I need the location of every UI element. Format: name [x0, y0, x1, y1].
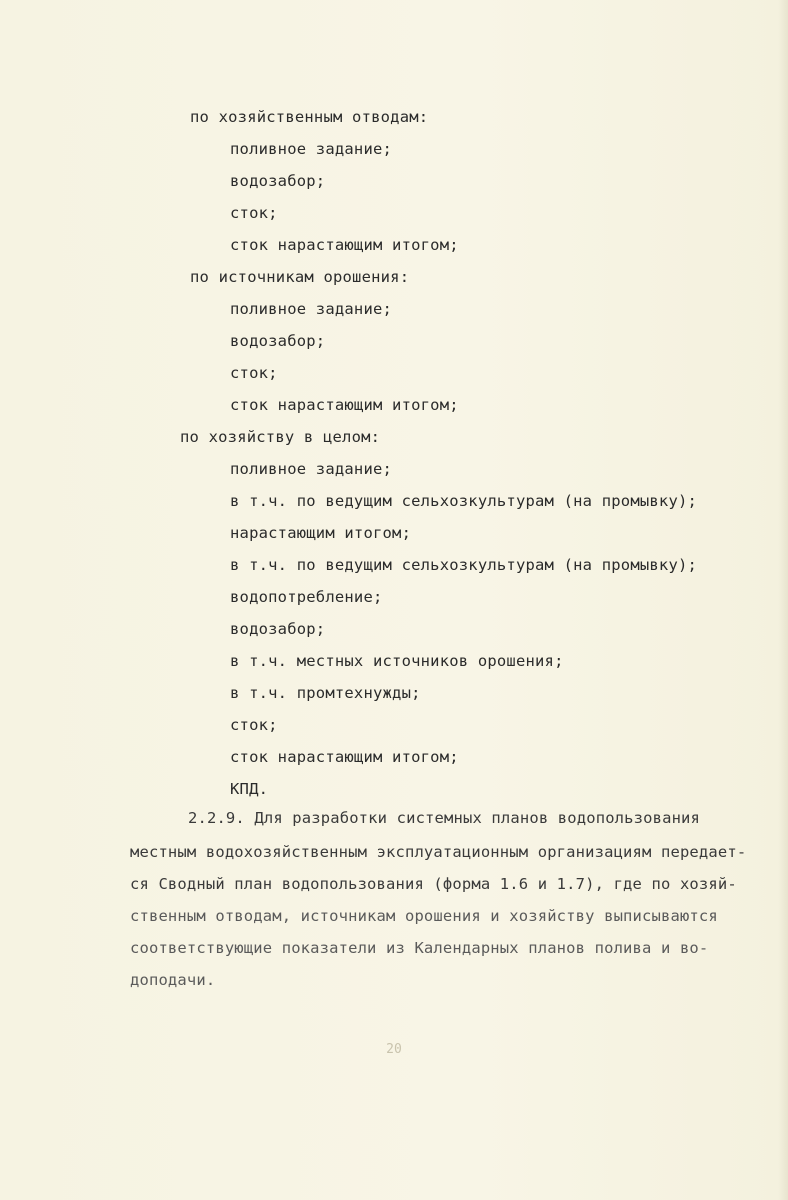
- page-edge-shadow: [778, 0, 788, 1200]
- list-item: водозабор;: [230, 620, 326, 638]
- page-number: 20: [386, 1042, 402, 1057]
- paragraph-line: ся Сводный план водопользования (форма 1.6 и 1.7), где по хозяй-: [130, 875, 737, 893]
- paragraph-line: местным водохозяйственным эксплуатационным организациям передает-: [130, 843, 747, 861]
- list-item: в т.ч. по ведущим сельхозкультурам (на промывку);: [230, 556, 698, 574]
- list-item: водозабор;: [230, 332, 326, 350]
- paragraph-line: ственным отводам, источникам орошения и хозяйству выписываются: [130, 907, 718, 925]
- list-item: сток нарастающим итогом;: [230, 396, 459, 414]
- list-item: по хозяйству в целом:: [180, 428, 381, 446]
- list-item: в т.ч. по ведущим сельхозкультурам (на промывку);: [230, 492, 698, 510]
- paragraph-line: 2.2.9. Для разработки системных планов водопользования: [188, 809, 701, 827]
- list-item: поливное задание;: [230, 140, 393, 158]
- list-item: сток;: [230, 204, 278, 222]
- list-item: нарастающим итогом;: [230, 524, 412, 542]
- list-item: в т.ч. местных источников орошения;: [230, 652, 564, 670]
- paragraph-line: соответствующие показатели из Календарных планов полива и во-: [130, 939, 709, 957]
- list-item: по хозяйственным отводам:: [190, 108, 429, 126]
- paragraph-line: доподачи.: [130, 971, 216, 989]
- list-item: в т.ч. промтехнужды;: [230, 684, 421, 702]
- list-item: КПД.: [230, 780, 269, 798]
- list-item: сток нарастающим итогом;: [230, 748, 459, 766]
- list-item: поливное задание;: [230, 460, 393, 478]
- list-item: по источникам орошения:: [190, 268, 410, 286]
- list-item: сток;: [230, 716, 278, 734]
- list-item: водозабор;: [230, 172, 326, 190]
- list-item: водопотребление;: [230, 588, 383, 606]
- list-item: поливное задание;: [230, 300, 393, 318]
- list-item: сток;: [230, 364, 278, 382]
- list-item: сток нарастающим итогом;: [230, 236, 459, 254]
